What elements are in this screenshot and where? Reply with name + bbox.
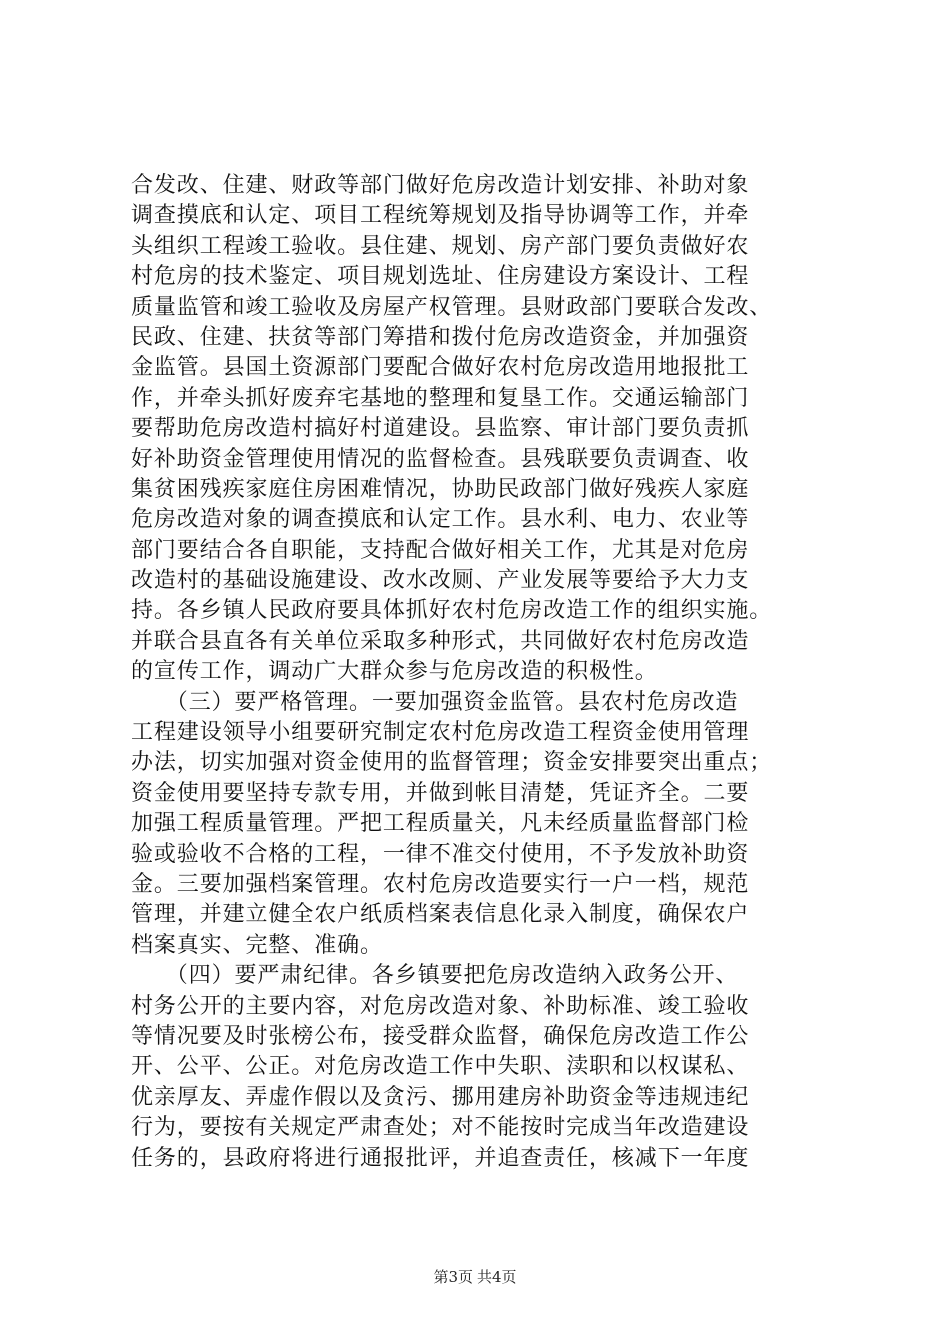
text-line: 的宣传工作，调动广大群众参与危房改造的积极性。	[131, 659, 658, 685]
text-line: 等情况要及时张榜公布，接受群众监督，确保危房改造工作公	[131, 1023, 750, 1049]
text-line: 金。三要加强档案管理。农村危房改造要实行一户一档，规范	[131, 871, 750, 897]
paragraph-strict-management	[131, 688, 831, 962]
text-line: 资金使用要坚持专款专用，并做到帐目清楚，凭证齐全。二要	[131, 780, 750, 806]
text-line: 行为，要按有关规定严肃查处；对不能按时完成当年改造建设	[131, 1115, 750, 1141]
paragraph-strict-discipline	[131, 961, 831, 1174]
text-line: 任务的，县政府将进行通报批评，并追查责任，核减下一年度	[131, 1145, 750, 1171]
text-line: 开、公平、公正。对危房改造工作中失职、渎职和以权谋私、	[131, 1054, 750, 1080]
page-footer	[0, 1267, 950, 1287]
text-line: 要帮助危房改造村搞好村道建设。县监察、审计部门要负责抓	[131, 416, 750, 442]
text-line: 优亲厚友、弄虚作假以及贪污、挪用建房补助资金等违规违纪	[131, 1084, 750, 1110]
text-line: （四）要严肃纪律。各乡镇要把危房改造纳入政务公开、	[131, 963, 739, 989]
text-line: 村务公开的主要内容，对危房改造对象、补助标准、竣工验收	[131, 993, 750, 1019]
text-line: 加强工程质量管理。严把工程质量关，凡未经质量监督部门检	[131, 811, 750, 837]
text-line: （三）要严格管理。一要加强资金监管。县农村危房改造	[131, 689, 739, 715]
paragraph-responsibilities	[131, 171, 831, 688]
text-line: 持。各乡镇人民政府要具体抓好农村危房改造工作的组织实施。	[131, 598, 773, 624]
text-line: 好补助资金管理使用情况的监督检查。县残联要负责调查、收	[131, 446, 750, 472]
text-line: 部门要结合各自职能，支持配合做好相关工作，尤其是对危房	[131, 537, 750, 563]
text-line: 金监管。县国土资源部门要配合做好农村危房改造用地报批工	[131, 355, 750, 381]
text-line: 质量监管和竣工验收及房屋产权管理。县财政部门要联合发改、	[131, 294, 773, 320]
document-body	[131, 171, 831, 1174]
page-total: 共4页	[477, 1268, 517, 1286]
text-line: 办法，切实加强对资金使用的监督管理；资金安排要突出重点；	[131, 750, 773, 776]
text-line: 作，并牵头抓好废弃宅基地的整理和复垦工作。交通运输部门	[131, 385, 750, 411]
text-line: 管理，并建立健全农户纸质档案表信息化录入制度，确保农户	[131, 902, 750, 928]
text-line: 民政、住建、扶贫等部门筹措和拨付危房改造资金，并加强资	[131, 324, 750, 350]
text-line: 改造村的基础设施建设、改水改厕、产业发展等要给予大力支	[131, 568, 750, 594]
text-line: 验或验收不合格的工程，一律不准交付使用，不予发放补助资	[131, 841, 750, 867]
text-line: 并联合县直各有关单位采取多种形式，共同做好农村危房改造	[131, 628, 750, 654]
text-line: 调查摸底和认定、项目工程统筹规划及指导协调等工作，并牵	[131, 203, 750, 229]
text-line: 合发改、住建、财政等部门做好危房改造计划安排、补助对象	[131, 173, 750, 198]
text-line: 工程建设领导小组要研究制定农村危房改造工程资金使用管理	[131, 720, 750, 746]
text-line: 头组织工程竣工验收。县住建、规划、房产部门要负责做好农	[131, 233, 750, 259]
text-line: 集贫困残疾家庭住房困难情况，协助民政部门做好残疾人家庭	[131, 476, 750, 502]
text-line: 危房改造对象的调查摸底和认定工作。县水利、电力、农业等	[131, 507, 750, 533]
page-number: 第3页	[433, 1268, 473, 1286]
text-line: 村危房的技术鉴定、项目规划选址、住房建设方案设计、工程	[131, 264, 750, 290]
text-line: 档案真实、完整、准确。	[131, 932, 383, 958]
